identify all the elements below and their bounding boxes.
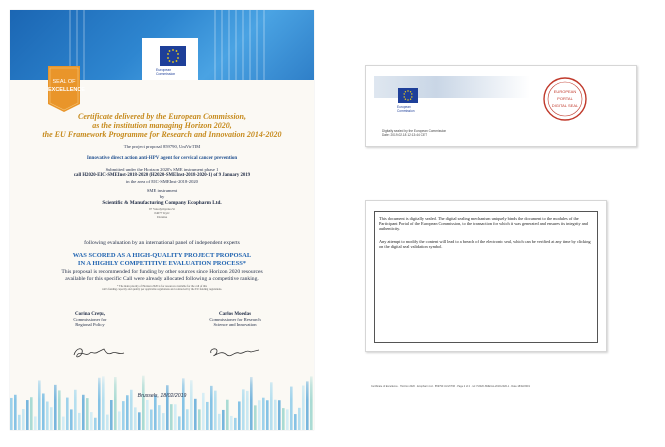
badge-top-text: SEAL OF [52,79,76,85]
heading-line-1: Certificate delivered by the European Commission, [78,112,246,121]
heading-line-3: the EU Framework Programme for Research and Innovation 2014-2020 [42,130,282,139]
project-title: Innovative direct action anti-HPV agent for cervical cancer prevention [86,156,238,161]
submission-details [10,167,314,184]
seal-logo-line-1: European [397,105,411,109]
heading-line-2: as the institution managing Horizon 2020, [92,121,232,130]
decorative-bar [206,402,209,430]
decorative-bar [230,416,233,430]
logo-text [156,68,175,76]
decorative-bar [278,400,281,430]
proposal-line: The project proposal 859790, UniVirTIM [123,144,201,149]
decorative-bar [266,400,269,430]
signatory-2-role-1: Commissioner for Research [209,317,261,322]
logo-line-1: European [156,68,172,72]
decorative-bar [94,418,97,430]
decorative-bar [158,405,161,430]
submitted-line-1: Submitted under the Horizon 2020's SME instrument phase 1 [105,167,219,172]
decorative-bar [174,404,177,430]
stamp-text-1: EUROPEAN [553,89,577,94]
decorative-bar [34,416,37,430]
decorative-bar [262,398,265,430]
decorative-bar [46,402,49,430]
signatory-2-role-2: Science and Innovation [213,322,257,328]
decorative-bar [18,415,21,430]
decorative-bar [150,410,153,430]
submitted-line-3: in the area of EIC-SMEInst-2018-2020 [126,178,198,184]
decorative-bar [146,400,149,430]
decorative-bar [222,410,225,430]
decorative-bar [162,413,165,430]
address-line-3: Ukraine [156,215,168,219]
decorative-bar [194,399,197,430]
signature-2 [205,343,265,363]
decorative-bar [258,400,261,430]
eu-flag-icon [398,88,418,103]
address-line-1: 97 Volodymyrska St [149,207,175,211]
decorative-bar [14,395,17,430]
recommend-line-2: available for this specific Call were already allocated following a competitive ranking. [65,275,259,282]
signatory-1-role-2: Regional Policy [75,322,105,328]
seal-logo-line-2: Commission [397,109,415,113]
decorative-bar [134,407,137,430]
decorative-bar [50,407,53,430]
company-address [10,207,314,219]
decorative-bar [10,398,13,430]
certificate-document [10,10,314,430]
page-footer: Certificate of Excellence · Horizon 2020 · Ecopharm Ltd · 859790 UniVirTIM · Page 2 of 2 · ref. H2020-SMEInst-2018-2020-1 · Date 18/02/2019 [371,385,530,388]
submitted-line-2: call H2020-EIC-SMEInst-2018-2020 (H2020-SMEInst-2018-2020-1) of 9 January 2019 [73,172,251,178]
address-line-2: 04077 Kyiv [154,211,170,215]
decorative-bar [282,408,285,430]
decorative-bar [218,414,221,430]
decorative-bar [170,404,173,430]
by-label: by [159,194,165,199]
notice-paragraph-2: Any attempt to modify the content will lead to a breach of the electronic seal, which can be verified at any time by clicking on the digital seal validation symbol. [379,239,591,250]
logo-line-2: Commission [156,72,176,76]
sme-instrument: SME instrument [146,188,178,193]
decorative-bar [286,409,289,430]
decorative-bar [62,417,65,430]
decorative-bar [110,400,113,430]
decorative-bar [30,397,33,430]
notice-paragraph-1: This document is digitally sealed. The digital sealing mechanism uniquely binds the document to the modules of the Participant Portal of the European Commission, to the transaction for which it was generated and ensures its integrity and authenticity. [379,216,588,232]
decorative-bar [154,395,157,430]
decorative-bar [138,412,141,430]
signatory-1-role-1: Commissioner for [73,317,107,322]
company-name: Scientific & Manufacturing Company Ecopharm Ltd. [102,200,222,206]
decorative-bar [86,398,89,430]
recommendation [10,269,314,282]
footnote [10,285,314,292]
decorative-bar [90,412,93,430]
notice-box [374,211,598,343]
decorative-bar [238,401,241,430]
decorative-bar [66,398,69,430]
decorative-bar [106,415,109,430]
decorative-bar [178,416,181,430]
footnote-line-1: * The main priority of Horizon 2020 is for resources available for the call of this [116,285,208,288]
scored-line-2: IN A HIGHLY COMPETITIVE EVALUATION PROCESS* [77,259,247,267]
decorative-bar [82,395,85,430]
decorative-bar [298,408,301,430]
evaluation-line: following evaluation by an international panel of independent experts [84,240,240,246]
signatory-1 [50,312,130,328]
decorative-bar [254,405,257,430]
decorative-bar [274,400,277,430]
decorative-bar [70,409,73,430]
decorative-bar [186,409,189,430]
eu-flag-icon [160,46,186,66]
stamp-text-3: DIGITAL SEAL [551,103,579,108]
footnote-line-2: call's funding capacity and quality per applicable regulations and contracted by the EU funding regulations. [101,288,223,292]
stamp-text-2: PORTAL [557,96,573,101]
signed-line-2: Date: 2019.02.18 12:13:44 CET [382,133,428,137]
decorative-bar [118,411,121,430]
signatory-1-name: Corina Crețu, [75,312,105,317]
scored-statement [10,252,314,267]
certificate-heading [10,112,314,139]
signatory-2 [190,312,280,328]
decorative-bar [294,414,297,430]
signature-1 [70,343,130,363]
decorative-bar-pattern [10,370,314,430]
recommend-line-1: This proposal is recommended for funding by other sources since Horizon 2020 resources [61,269,263,275]
decorative-bar [126,395,129,430]
place-and-date: Brussels, 18/02/2019 [137,393,187,399]
seal-logo-text [397,105,415,113]
seal-page [365,65,637,147]
decorative-bar [226,400,229,430]
decorative-bar [234,418,237,430]
decorative-bar [122,401,125,430]
decorative-bar [22,409,25,430]
seal-signed-text [382,129,446,137]
scored-line-1: WAS SCORED AS A HIGH-QUALITY PROJECT PROPOSAL [72,252,252,259]
decorative-bar [78,413,81,430]
digital-seal-stamp-icon[interactable] [542,76,588,122]
notice-page [365,200,607,352]
badge-bottom-text: EXCELLENCE [48,87,85,93]
decorative-bar [26,400,29,430]
decorative-bar [198,409,201,430]
signed-line-1: Digitally sealed by the European Commission [382,129,447,133]
signatory-2-name: Carlos Moedas [218,312,252,317]
